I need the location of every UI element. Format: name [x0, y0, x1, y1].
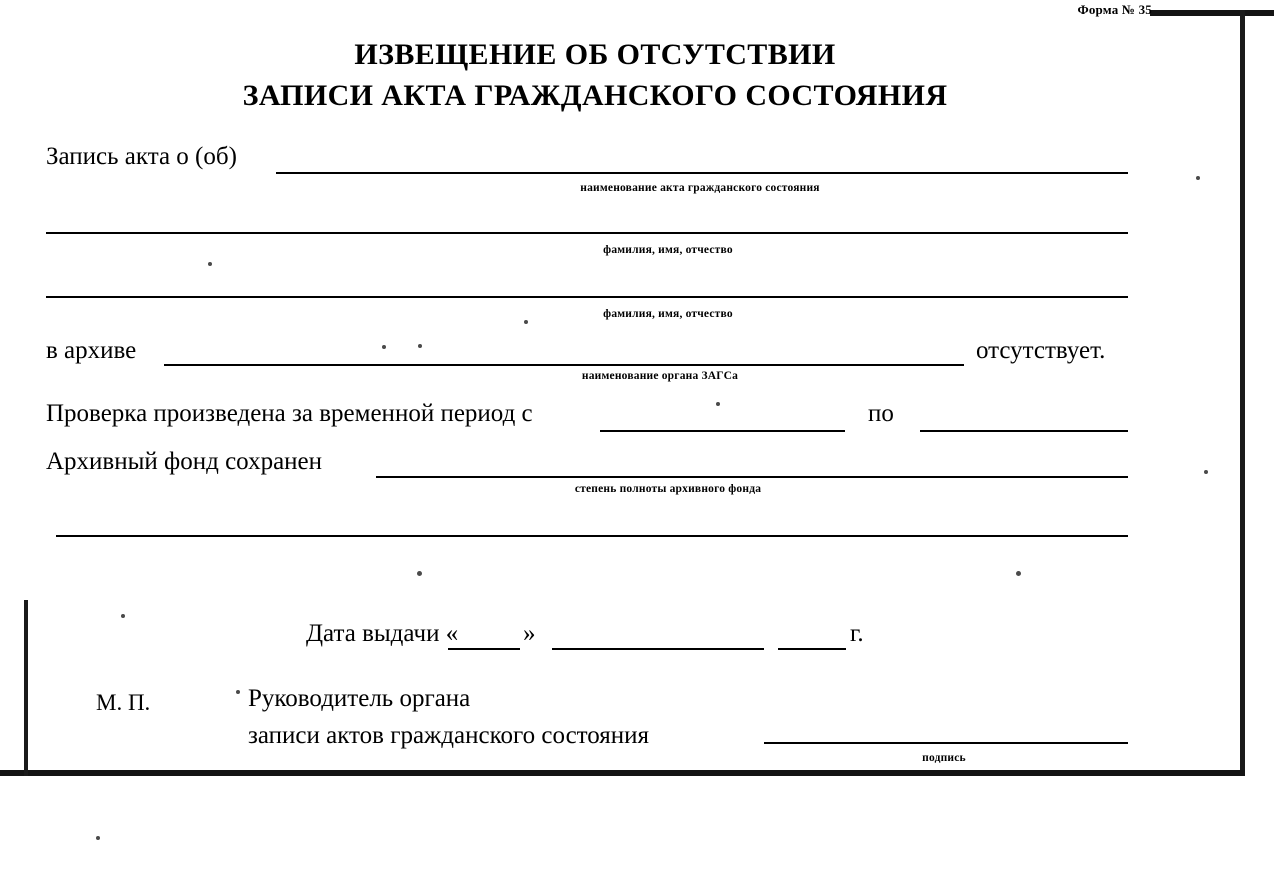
- check-period-to-line[interactable]: [920, 430, 1128, 432]
- issue-date-day-line[interactable]: [448, 648, 520, 650]
- fund-label: Архивный фонд сохранен: [46, 448, 323, 475]
- signature-line[interactable]: [764, 742, 1128, 744]
- check-period-label: Проверка произведена за временной период с: [46, 400, 533, 427]
- archive-line[interactable]: [164, 364, 964, 366]
- scan-edge-right: [1240, 10, 1245, 770]
- scan-speck: [716, 402, 720, 406]
- fund-line[interactable]: [376, 476, 1128, 478]
- scan-speck: [1204, 470, 1208, 474]
- fio-line-1[interactable]: [46, 232, 1128, 234]
- scan-speck: [96, 836, 100, 840]
- archive-caption: наименование органа ЗАГСа: [581, 370, 739, 382]
- fio-caption-2: фамилия, имя, отчество: [603, 308, 733, 320]
- scan-speck: [1196, 176, 1200, 180]
- record-label: Запись акта о (об): [46, 143, 237, 170]
- scan-speck: [208, 262, 212, 266]
- scan-edge-top: [1150, 10, 1274, 16]
- form-number: Форма № 35: [1077, 2, 1152, 17]
- archive-absent-text: отсутствует.: [976, 337, 1106, 364]
- signature-caption: подпись: [922, 752, 966, 764]
- check-period-from-line[interactable]: [600, 430, 845, 432]
- fio-caption-1: фамилия, имя, отчество: [603, 244, 733, 256]
- title-line-2: ЗАПИСИ АКТА ГРАЖДАНСКОГО СОСТОЯНИЯ: [242, 79, 948, 113]
- scan-speck: [1016, 571, 1021, 576]
- issue-date-year-line[interactable]: [778, 648, 846, 650]
- scan-edge-bottom: [0, 770, 1245, 776]
- scan-edge-left: [24, 600, 28, 776]
- record-caption: наименование акта гражданского состояния: [580, 182, 820, 194]
- page-title: [0, 34, 1190, 117]
- scan-speck: [121, 614, 125, 618]
- fund-extra-line[interactable]: [56, 535, 1128, 537]
- fio-line-2[interactable]: [46, 296, 1128, 298]
- fund-caption: степень полноты архивного фонда: [574, 483, 762, 495]
- issue-date-quote-close: »: [523, 620, 536, 647]
- head-line-1: Руководитель органа: [248, 685, 471, 712]
- title-line-1: ИЗВЕЩЕНИЕ ОБ ОТСУТСТВИИ: [354, 38, 836, 71]
- issue-date-year-label: г.: [850, 620, 864, 647]
- archive-label: в архиве: [46, 337, 137, 364]
- check-period-to-label: по: [868, 400, 894, 427]
- scan-speck: [524, 320, 528, 324]
- scan-speck: [417, 571, 422, 576]
- scan-speck: [382, 345, 386, 349]
- issue-date-month-line[interactable]: [552, 648, 764, 650]
- issue-date-label: Дата выдачи «: [306, 620, 459, 647]
- head-line-2: записи актов гражданского состояния: [248, 722, 650, 749]
- stamp-place-label: М. П.: [96, 690, 151, 715]
- record-line[interactable]: [276, 172, 1128, 174]
- scan-speck: [418, 344, 422, 348]
- scan-speck: [236, 690, 240, 694]
